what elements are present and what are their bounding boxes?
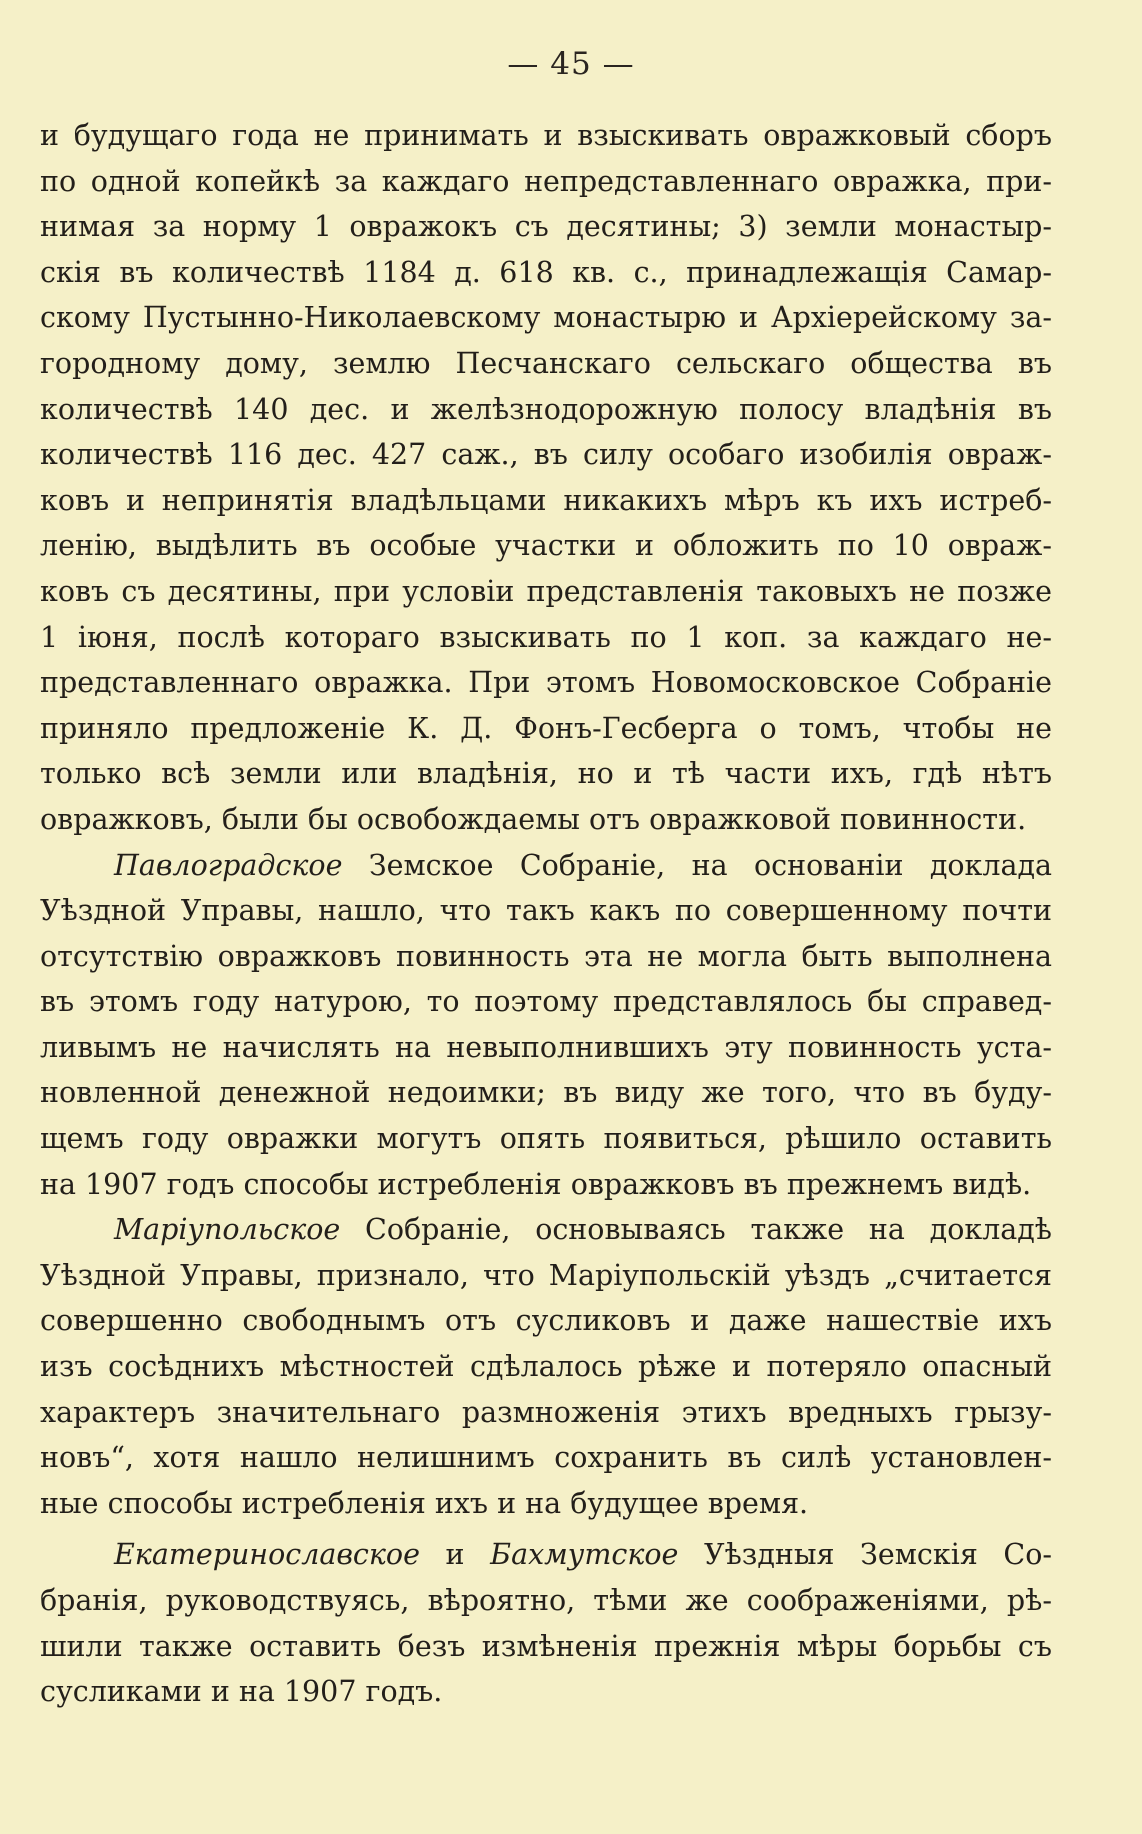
text-line xyxy=(40,523,1052,569)
text-line xyxy=(40,1116,1052,1162)
text-line xyxy=(40,1532,1052,1578)
line-text: Уѣздной Управы, нашло, что такъ какъ по совершенному почти xyxy=(40,894,1052,928)
text-line xyxy=(40,797,1052,843)
text-line xyxy=(40,1207,1052,1253)
line-text: ковъ съ десятины, при условіи представленія таковыхъ не позже xyxy=(40,574,1052,608)
text-line xyxy=(40,432,1052,478)
line-text: нимая за норму 1 овражокъ съ десятины; 3) земли монастыр- xyxy=(40,210,1052,244)
text-line xyxy=(40,888,1052,934)
line-text: ковъ и непринятія владѣльцами никакихъ мѣръ къ ихъ истреб- xyxy=(40,483,1052,517)
text-line xyxy=(40,706,1052,752)
text-line xyxy=(40,341,1052,387)
line-text: отсутствію овражковъ повинность эта не могла быть выполнена xyxy=(40,939,1052,973)
text-line xyxy=(40,204,1052,250)
line-text: Земское Собраніе, на основаніи доклада xyxy=(342,848,1052,882)
line-text: и будущаго года не принимать и взыскивать овражковый сборъ xyxy=(40,119,1052,152)
text-line xyxy=(40,1669,1052,1715)
text-line xyxy=(40,569,1052,615)
line-text: по одной копейкѣ за каждаго непредставленнаго овражка, при- xyxy=(40,164,1052,198)
text-line xyxy=(40,1253,1052,1299)
paragraph xyxy=(40,1532,1052,1714)
line-text: количествѣ 116 дес. 427 саж., въ силу особаго изобилія овраж- xyxy=(40,438,1052,472)
line-text: Уѣздной Управы, признало, что Маріупольскій уѣздъ „считается xyxy=(40,1258,1052,1292)
text-line xyxy=(40,1162,1052,1208)
line-text: новъ“, хотя нашло нелишнимъ сохранить въ силѣ установлен- xyxy=(40,1441,1052,1475)
line-text: количествѣ 140 дес. и желѣзнодорожную полосу владѣнія въ xyxy=(40,392,1052,426)
line-text: въ этомъ году натурою, то поэтому представлялось бы справед- xyxy=(40,985,1052,1019)
line-text: ливымъ не начислять на невыполнившихъ эту повинность уста- xyxy=(40,1030,1052,1064)
line-text: и xyxy=(419,1538,491,1572)
body-text xyxy=(40,113,1052,1715)
text-line xyxy=(40,1025,1052,1071)
line-text: ленію, выдѣлить въ особые участки и обложить по 10 овраж- xyxy=(40,529,1052,563)
text-line xyxy=(40,250,1052,296)
text-line xyxy=(40,387,1052,433)
italic-district-name: Маріупольское xyxy=(114,1213,341,1247)
italic-district-name: Екатеринославское xyxy=(114,1538,420,1572)
line-text: скому Пустынно-Николаевскому монастырю и Архіерейскому за- xyxy=(40,301,1052,335)
line-text: Собраніе, основываясь также на докладѣ xyxy=(340,1213,1052,1247)
line-text: Уѣздныя Земскія Со- xyxy=(678,1538,1052,1572)
text-line xyxy=(40,1298,1052,1344)
text-line xyxy=(40,1435,1052,1481)
line-text: сусликами и на 1907 годъ. xyxy=(40,1675,443,1709)
paragraph xyxy=(40,1207,1052,1526)
text-line xyxy=(40,159,1052,205)
text-line xyxy=(40,843,1052,889)
text-line xyxy=(40,934,1052,980)
line-text: щемъ году овражки могутъ опять появиться, рѣшило оставить xyxy=(40,1122,1052,1156)
text-line xyxy=(40,1481,1052,1527)
line-text: скія въ количествѣ 1184 д. 618 кв. с., принадлежащія Самар- xyxy=(40,255,1052,289)
text-line xyxy=(40,113,1052,159)
text-line xyxy=(40,1390,1052,1436)
text-line xyxy=(40,615,1052,661)
paragraph xyxy=(40,113,1052,843)
text-line xyxy=(40,660,1052,706)
text-line xyxy=(40,1070,1052,1116)
line-text: только всѣ земли или владѣнія, но и тѣ части ихъ, гдѣ нѣтъ xyxy=(40,757,1052,791)
line-text: шили также оставить безъ измѣненія прежнія мѣры борьбы съ xyxy=(40,1629,1052,1663)
line-text: изъ сосѣднихъ мѣстностей сдѣлалось рѣже и потеряло опасный xyxy=(40,1350,1052,1384)
line-text: совершенно свободнымъ отъ сусликовъ и даже нашествіе ихъ xyxy=(40,1304,1052,1338)
italic-district-name: Павлоградское xyxy=(114,848,343,882)
line-text: на 1907 годъ способы истребленія овражковъ въ прежнемъ видѣ. xyxy=(40,1167,1032,1201)
text-line xyxy=(40,295,1052,341)
text-line xyxy=(40,979,1052,1025)
line-text: представленнаго овражка. При этомъ Новомосковское Собраніе xyxy=(40,666,1052,700)
line-text: городному дому, землю Песчанскаго сельскаго общества въ xyxy=(40,346,1052,380)
line-text: приняло предложеніе К. Д. Фонъ-Гесберга о томъ, чтобы не xyxy=(40,711,1052,745)
line-text: овражковъ, были бы освобождаемы отъ овражковой повинности. xyxy=(40,802,1027,836)
line-text: 1 іюня, послѣ котораго взыскивать по 1 коп. за каждаго не- xyxy=(40,620,1052,654)
paragraph xyxy=(40,843,1052,1208)
text-line xyxy=(40,478,1052,524)
italic-district-name: Бахмутское xyxy=(490,1538,679,1572)
line-text: бранія, руководствуясь, вѣроятно, тѣми же соображеніями, рѣ- xyxy=(40,1584,1052,1617)
page-number: — 45 — xyxy=(507,46,635,82)
text-line xyxy=(40,1344,1052,1390)
line-text: новленной денежной недоимки; въ виду же того, что въ буду- xyxy=(40,1076,1052,1110)
line-text: характеръ значительнаго размноженія этихъ вредныхъ грызу- xyxy=(40,1395,1052,1429)
text-line xyxy=(40,1578,1052,1624)
line-text: ные способы истребленія ихъ и на будущее время. xyxy=(40,1486,809,1520)
text-line xyxy=(40,751,1052,797)
text-line xyxy=(40,1624,1052,1670)
